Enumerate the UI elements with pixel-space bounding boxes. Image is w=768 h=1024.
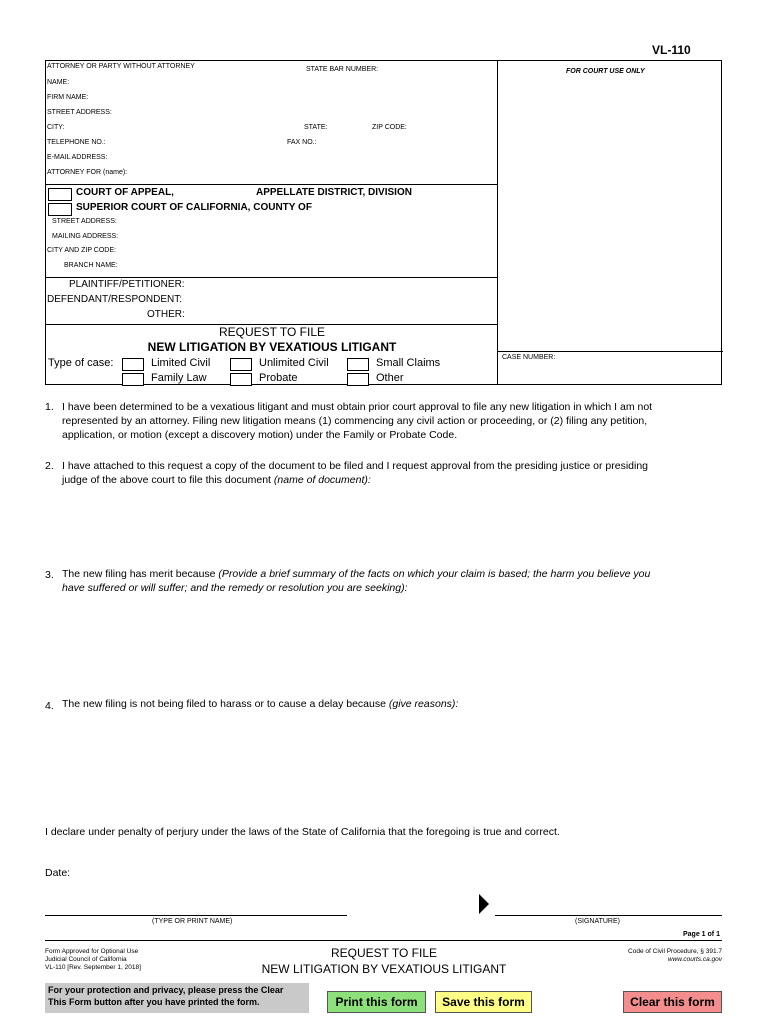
merit-summary-field[interactable] [62,598,722,693]
divider [46,184,498,185]
save-form-button[interactable]: Save this form [435,991,532,1013]
item-2-line1: I have attached to this request a copy of the document to be filed and I request approval from the presiding justice or presiding [62,460,649,472]
defendant-field[interactable] [191,294,491,306]
zip-label: ZIP CODE: [372,124,407,131]
item-2 [45,459,722,489]
item-3 [45,567,722,597]
signature-arrow-icon [479,894,489,914]
footer-approval-line2: Judicial Council of California [45,956,127,963]
print-name-label: (TYPE OR PRINT NAME) [152,918,233,925]
other-party-field[interactable] [191,309,491,321]
superior-court-label: SUPERIOR COURT OF CALIFORNIA, COUNTY OF [76,202,312,213]
item-1-line1: I have been determined to be a vexatious litigant and must obtain prior court approval to file any new litigation in which I am not [62,401,653,413]
privacy-notice-line1: For your protection and privacy, please press the Clear [48,985,284,995]
footer-citation-line1: Code of Civil Procedure, § 391.7 [628,948,722,955]
print-form-button[interactable]: Print this form [327,991,426,1013]
court-city-zip-label: CITY AND ZIP CODE: [47,247,116,254]
caption-left-column [46,61,498,384]
case-number-label: CASE NUMBER: [502,354,556,361]
item-4 [45,697,722,713]
type-of-case-label: Type of case: [48,357,114,369]
caption-box [45,60,722,385]
court-street-label: STREET ADDRESS: [52,218,117,225]
fax-label: FAX NO.: [287,139,317,146]
city-label: CITY: [47,124,65,131]
request-title-line1: REQUEST TO FILE [218,325,326,339]
superior-court-checkbox[interactable] [48,203,72,216]
limited-civil-checkbox[interactable] [122,358,144,371]
item-4-line1: The new filing is not being filed to harass or to cause a delay because [62,698,389,710]
telephone-label: TELEPHONE NO.: [47,139,106,146]
court-mailing-label: MAILING ADDRESS: [52,233,119,240]
case-number-field[interactable] [502,366,717,382]
item-3-number: 3. [45,569,54,581]
unlimited-civil-checkbox[interactable] [230,358,252,371]
privacy-notice [45,983,309,1013]
declaration-text: I declare under penalty of perjury under the laws of the State of California that the foregoing is true and correct. [45,826,560,838]
defendant-label: DEFENDANT/RESPONDENT: [47,294,183,305]
divider [498,351,723,352]
state-bar-label: STATE BAR NUMBER: [306,66,379,73]
item-3-line1: The new filing has merit because [62,568,219,580]
print-name-field[interactable] [45,898,345,913]
state-field[interactable] [331,122,366,134]
probate-label: Probate [259,372,298,384]
item-1-line2: represented by an attorney. Filing new litigation means (1) commencing any civil action or proceeding, or (2) filing any petition, [62,415,648,427]
family-law-checkbox[interactable] [122,373,144,386]
print-name-line [45,915,347,916]
footer-citation [628,948,722,964]
item-1 [45,400,722,444]
other-case-checkbox[interactable] [347,373,369,386]
page-number: Page 1 of 1 [683,931,720,938]
city-field[interactable] [71,122,296,134]
attorney-header-label: ATTORNEY OR PARTY WITHOUT ATTORNEY [47,63,195,70]
item-4-number: 4. [45,700,54,712]
item-1-number: 1. [45,401,54,413]
other-party-label: OTHER: [147,309,185,320]
street-field[interactable] [116,107,486,119]
name-field[interactable] [76,77,486,89]
footer-website: www.courts.ca.gov [667,956,722,963]
date-label: Date: [45,867,71,879]
court-of-appeal-checkbox[interactable] [48,188,72,201]
branch-name-label: BRANCH NAME: [64,262,118,269]
footer-approval-line1: Form Approved for Optional Use [45,948,139,955]
small-claims-label: Small Claims [376,357,441,369]
email-field[interactable] [111,152,486,164]
clear-form-button[interactable]: Clear this form [623,991,722,1013]
item-2-line2: judge of the above court to file this document [62,474,274,486]
telephone-field[interactable] [106,137,276,149]
state-label: STATE: [304,124,328,131]
signature-label: (SIGNATURE) [575,918,620,925]
footer-title-line2: NEW LITIGATION BY VEXATIOUS LITIGANT [261,962,507,976]
attorney-for-field[interactable] [136,167,486,179]
street-label: STREET ADDRESS: [47,109,112,116]
plaintiff-field[interactable] [191,279,491,291]
firm-label: FIRM NAME: [47,94,89,101]
item-1-line3: application, or motion (except a discovery motion) under the Family or Probate Code. [62,429,458,441]
item-4-hint: (give reasons): [388,698,459,710]
signature-line [495,915,722,916]
item-3-hint: (Provide a brief summary of the facts on which your claim is based; the harm you believe you [218,568,651,580]
appellate-district-label: APPELLATE DISTRICT, DIVISION [256,187,412,198]
item-2-hint: (name of document): [273,474,371,486]
other-case-label: Other [376,372,404,384]
fax-field[interactable] [321,137,486,149]
unlimited-civil-label: Unlimited Civil [259,357,329,369]
court-street-field[interactable] [126,216,486,228]
item-2-number: 2. [45,460,54,472]
court-use-only-label: FOR COURT USE ONLY [566,68,645,75]
court-mailing-field[interactable] [126,231,486,243]
date-field[interactable] [80,865,280,879]
request-title-line2: NEW LITIGATION BY VEXATIOUS LITIGANT [147,340,397,354]
limited-civil-label: Limited Civil [151,357,211,369]
email-label: E-MAIL ADDRESS: [47,154,108,161]
attorney-for-label: ATTORNEY FOR (name): [47,169,128,176]
name-label: NAME: [47,79,70,86]
reasons-field[interactable] [62,714,722,814]
signature-field[interactable] [495,898,722,913]
footer-approval-line3: VL-110 [Rev. September 1, 2018] [45,964,141,971]
small-claims-checkbox[interactable] [347,358,369,371]
form-number: VL-110 [652,43,691,57]
document-name-field[interactable] [62,490,722,560]
plaintiff-label: PLAINTIFF/PETITIONER: [69,279,185,290]
footer-title-line1: REQUEST TO FILE [330,946,438,960]
branch-name-field[interactable] [126,260,486,272]
court-of-appeal-label: COURT OF APPEAL, [76,187,174,198]
item-3-line2: have suffered or will suffer; and the remedy or resolution you are seeking): [62,582,408,594]
probate-checkbox[interactable] [230,373,252,386]
privacy-notice-line2: This Form button after you have printed the form. [48,997,260,1007]
divider [46,277,498,278]
firm-field[interactable] [96,92,486,104]
court-city-zip-field[interactable] [126,245,486,257]
footer-rule [45,940,722,941]
zip-field[interactable] [411,122,486,134]
family-law-label: Family Law [151,372,207,384]
